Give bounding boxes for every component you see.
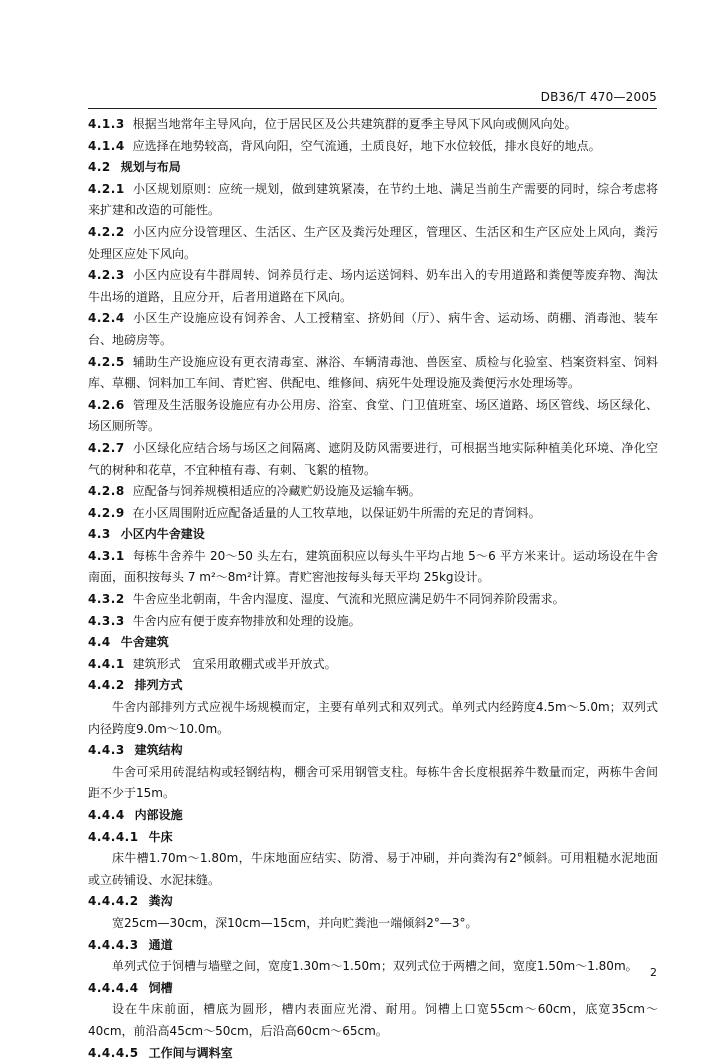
clause-text: 应配备与饲养规模相适应的冷藏贮奶设施及运输车辆。 [132,484,421,499]
clause-text: 牛舍内部排列方式应视牛场规模而定，主要有单列式和双列式。单列式内经跨度4.5m～5.0m；双列式内径跨度9.0m～10.0m。 [88,700,658,736]
clause-paragraph [88,611,658,633]
clause-paragraph [88,438,658,481]
clause-text: 规划与布局 [120,160,181,175]
clause-number: 4.2.9 [88,505,125,520]
clause-text: 管理及生活服务设施应有办公用房、浴室、食堂、门卫值班室、场区道路、场区管线、场区绿化、场区厕所等。 [88,397,658,434]
clause-text: 建筑结构 [134,743,183,758]
clause-paragraph [88,222,658,265]
clause-text: 床牛槽1.70m～1.80m，牛床地面应结实、防滑、易于冲刷，并向粪沟有2°倾斜。可用粗糙水泥地面或立砖铺设、水泥抹缝。 [88,851,658,887]
clause-paragraph [88,136,658,158]
clause-number: 4.3.1 [88,548,125,563]
clause-text: 排列方式 [134,678,183,693]
clause-text: 工作间与调料室 [148,1045,233,1060]
clause-text: 内部设施 [134,808,183,822]
section-heading [88,740,658,762]
section-heading [88,157,658,179]
document-body [88,114,658,1064]
clause-number: 4.3.3 [88,613,125,628]
clause-number: 4.1.3 [88,117,125,131]
clause-text: 小区内应分设管理区、生活区、生产区及粪污处理区，管理区、生活区和生产区应处上风向，粪污处理区应处下风向。 [88,224,658,261]
clause-number: 4.4.4.2 [88,894,139,909]
clause-paragraph [88,546,658,589]
header-divider [88,108,657,109]
clause-number: 4.2.2 [88,224,125,239]
clause-number: 4.4.4.5 [88,1045,139,1060]
clause-number: 4.4.4.3 [88,937,139,952]
clause-text: 应选择在地势较高，背风向阳，空气流通，土质良好，地下水位较低，排水良好的地点。 [132,138,601,153]
clause-number: 4.2.4 [88,311,125,326]
clause-paragraph [88,395,658,438]
section-heading [88,827,658,849]
page-number: 2 [650,966,657,979]
section-heading [88,935,658,957]
clause-number: 4.4.4 [88,808,125,822]
clause-text: 小区内应设有牛群周转、饲养员行走、场内运送饲料、奶车出入的专用道路和粪便等废弃物、淘汰牛出场的道路，且应分开，后者用道路在下风向。 [88,268,658,304]
clause-text: 设在牛床前面，槽底为圆形，槽内表面应光滑、耐用。饲槽上口宽55cm～60cm，底宽35cm～40cm，前沿高45cm～50cm，后沿高60cm～65cm。 [88,1002,658,1038]
clause-number: 4.2.6 [88,397,125,412]
body-paragraph [88,762,658,805]
clause-paragraph [88,308,658,351]
clause-paragraph [88,481,658,503]
clause-number: 4.2.7 [88,440,125,455]
section-heading [88,1043,658,1064]
clause-paragraph [88,503,658,525]
section-heading [88,632,658,654]
section-heading [88,675,658,697]
clause-number: 4.4.3 [88,743,125,758]
clause-number: 4.2.3 [88,268,125,283]
clause-text: 牛舍建筑 [120,635,169,650]
clause-text: 牛舍内应有便于废弃物排放和处理的设施。 [132,613,361,628]
clause-text: 在小区周围附近应配备适量的人工牧草地，以保证奶牛所需的充足的青饲料。 [132,505,541,520]
clause-text: 宽25cm—30cm，深10cm—15cm，并向贮粪池一端倾斜2°—3°。 [112,915,478,930]
clause-text: 单列式位于饲槽与墙壁之间，宽度1.30m～1.50m；双列式位于两槽之间，宽度1.50m～1.80m。 [112,959,638,974]
clause-text: 小区内牛舍建设 [120,527,205,542]
clause-number: 4.3.2 [88,592,125,607]
clause-paragraph [88,265,658,308]
body-paragraph [88,956,658,978]
clause-number: 4.3 [88,527,111,542]
body-paragraph [88,913,658,935]
document-code: DB36/T 470—2005 [540,90,657,104]
clause-number: 4.2.1 [88,181,125,196]
body-paragraph [88,999,658,1042]
clause-number: 4.2.5 [88,354,125,369]
clause-number: 4.4.1 [88,656,125,671]
clause-paragraph [88,654,658,676]
section-heading [88,978,658,1000]
clause-number: 4.2 [88,160,111,175]
clause-text: 根据当地常年主导风向，位于居民区及公共建筑群的夏季主导风下风向或侧风向处。 [132,117,577,131]
clause-paragraph [88,352,658,395]
clause-text: 小区规划原则：应统一规划，做到建筑紧凑，在节约土地、满足当前生产需要的同时，综合考虑将来扩建和改造的可能性。 [88,181,658,218]
body-paragraph [88,697,658,740]
section-heading [88,524,658,546]
clause-text: 小区绿化应结合场与场区之间隔离、遮阴及防风需要进行，可根据当地实际种植美化环境、净化空气的树种和花草，不宜种植有毒、有刺、飞絮的植物。 [88,440,658,477]
clause-text: 通道 [148,937,173,952]
clause-number: 4.4.4.1 [88,829,139,844]
clause-paragraph [88,179,658,222]
section-heading [88,891,658,913]
body-paragraph [88,848,658,891]
clause-number: 4.2.8 [88,484,125,499]
section-heading [88,805,658,827]
clause-text: 小区生产设施应设有饲养舍、人工授精室、挤奶间（厅）、病牛舍、运动场、荫棚、消毒池、装车台、地磅房等。 [88,311,658,347]
clause-text: 牛舍应坐北朝南，牛舍内湿度、湿度、气流和光照应满足奶牛不同饲养阶段需求。 [132,592,565,607]
clause-number: 4.1.4 [88,138,125,153]
clause-text: 饲槽 [148,980,173,995]
clause-paragraph [88,114,658,136]
clause-text: 辅助生产设施应设有更衣清毒室、淋浴、车辆清毒池、兽医室、质检与化验室、档案资料室、饲料库、草棚、饲料加工车间、青贮窖、供配电、维修间、病死牛处理设施及粪便污水处理场等。 [88,354,658,391]
clause-number: 4.4 [88,635,111,650]
clause-text: 每栋牛舍养牛 20～50 头左右，建筑面积应以每头牛平均占地 5～6 平方米来计。运动场设在牛舍南面，面积按每头 7 m²～8m²计算。青贮窖池按每头每天平均 25kg设计。 [88,548,658,585]
clause-paragraph [88,589,658,611]
clause-text: 建筑形式 宜采用敢棚式或半开放式。 [132,656,337,671]
clause-text: 牛舍可采用砖混结构或轻钢结构，棚舍可采用钢管支柱。每栋牛舍长度根据养牛数量而定，两栋牛舍间距不少于15m。 [88,764,658,801]
clause-text: 牛床 [148,829,173,844]
clause-number: 4.4.4.4 [88,980,139,995]
clause-text: 粪沟 [148,894,173,909]
clause-number: 4.4.2 [88,678,125,693]
